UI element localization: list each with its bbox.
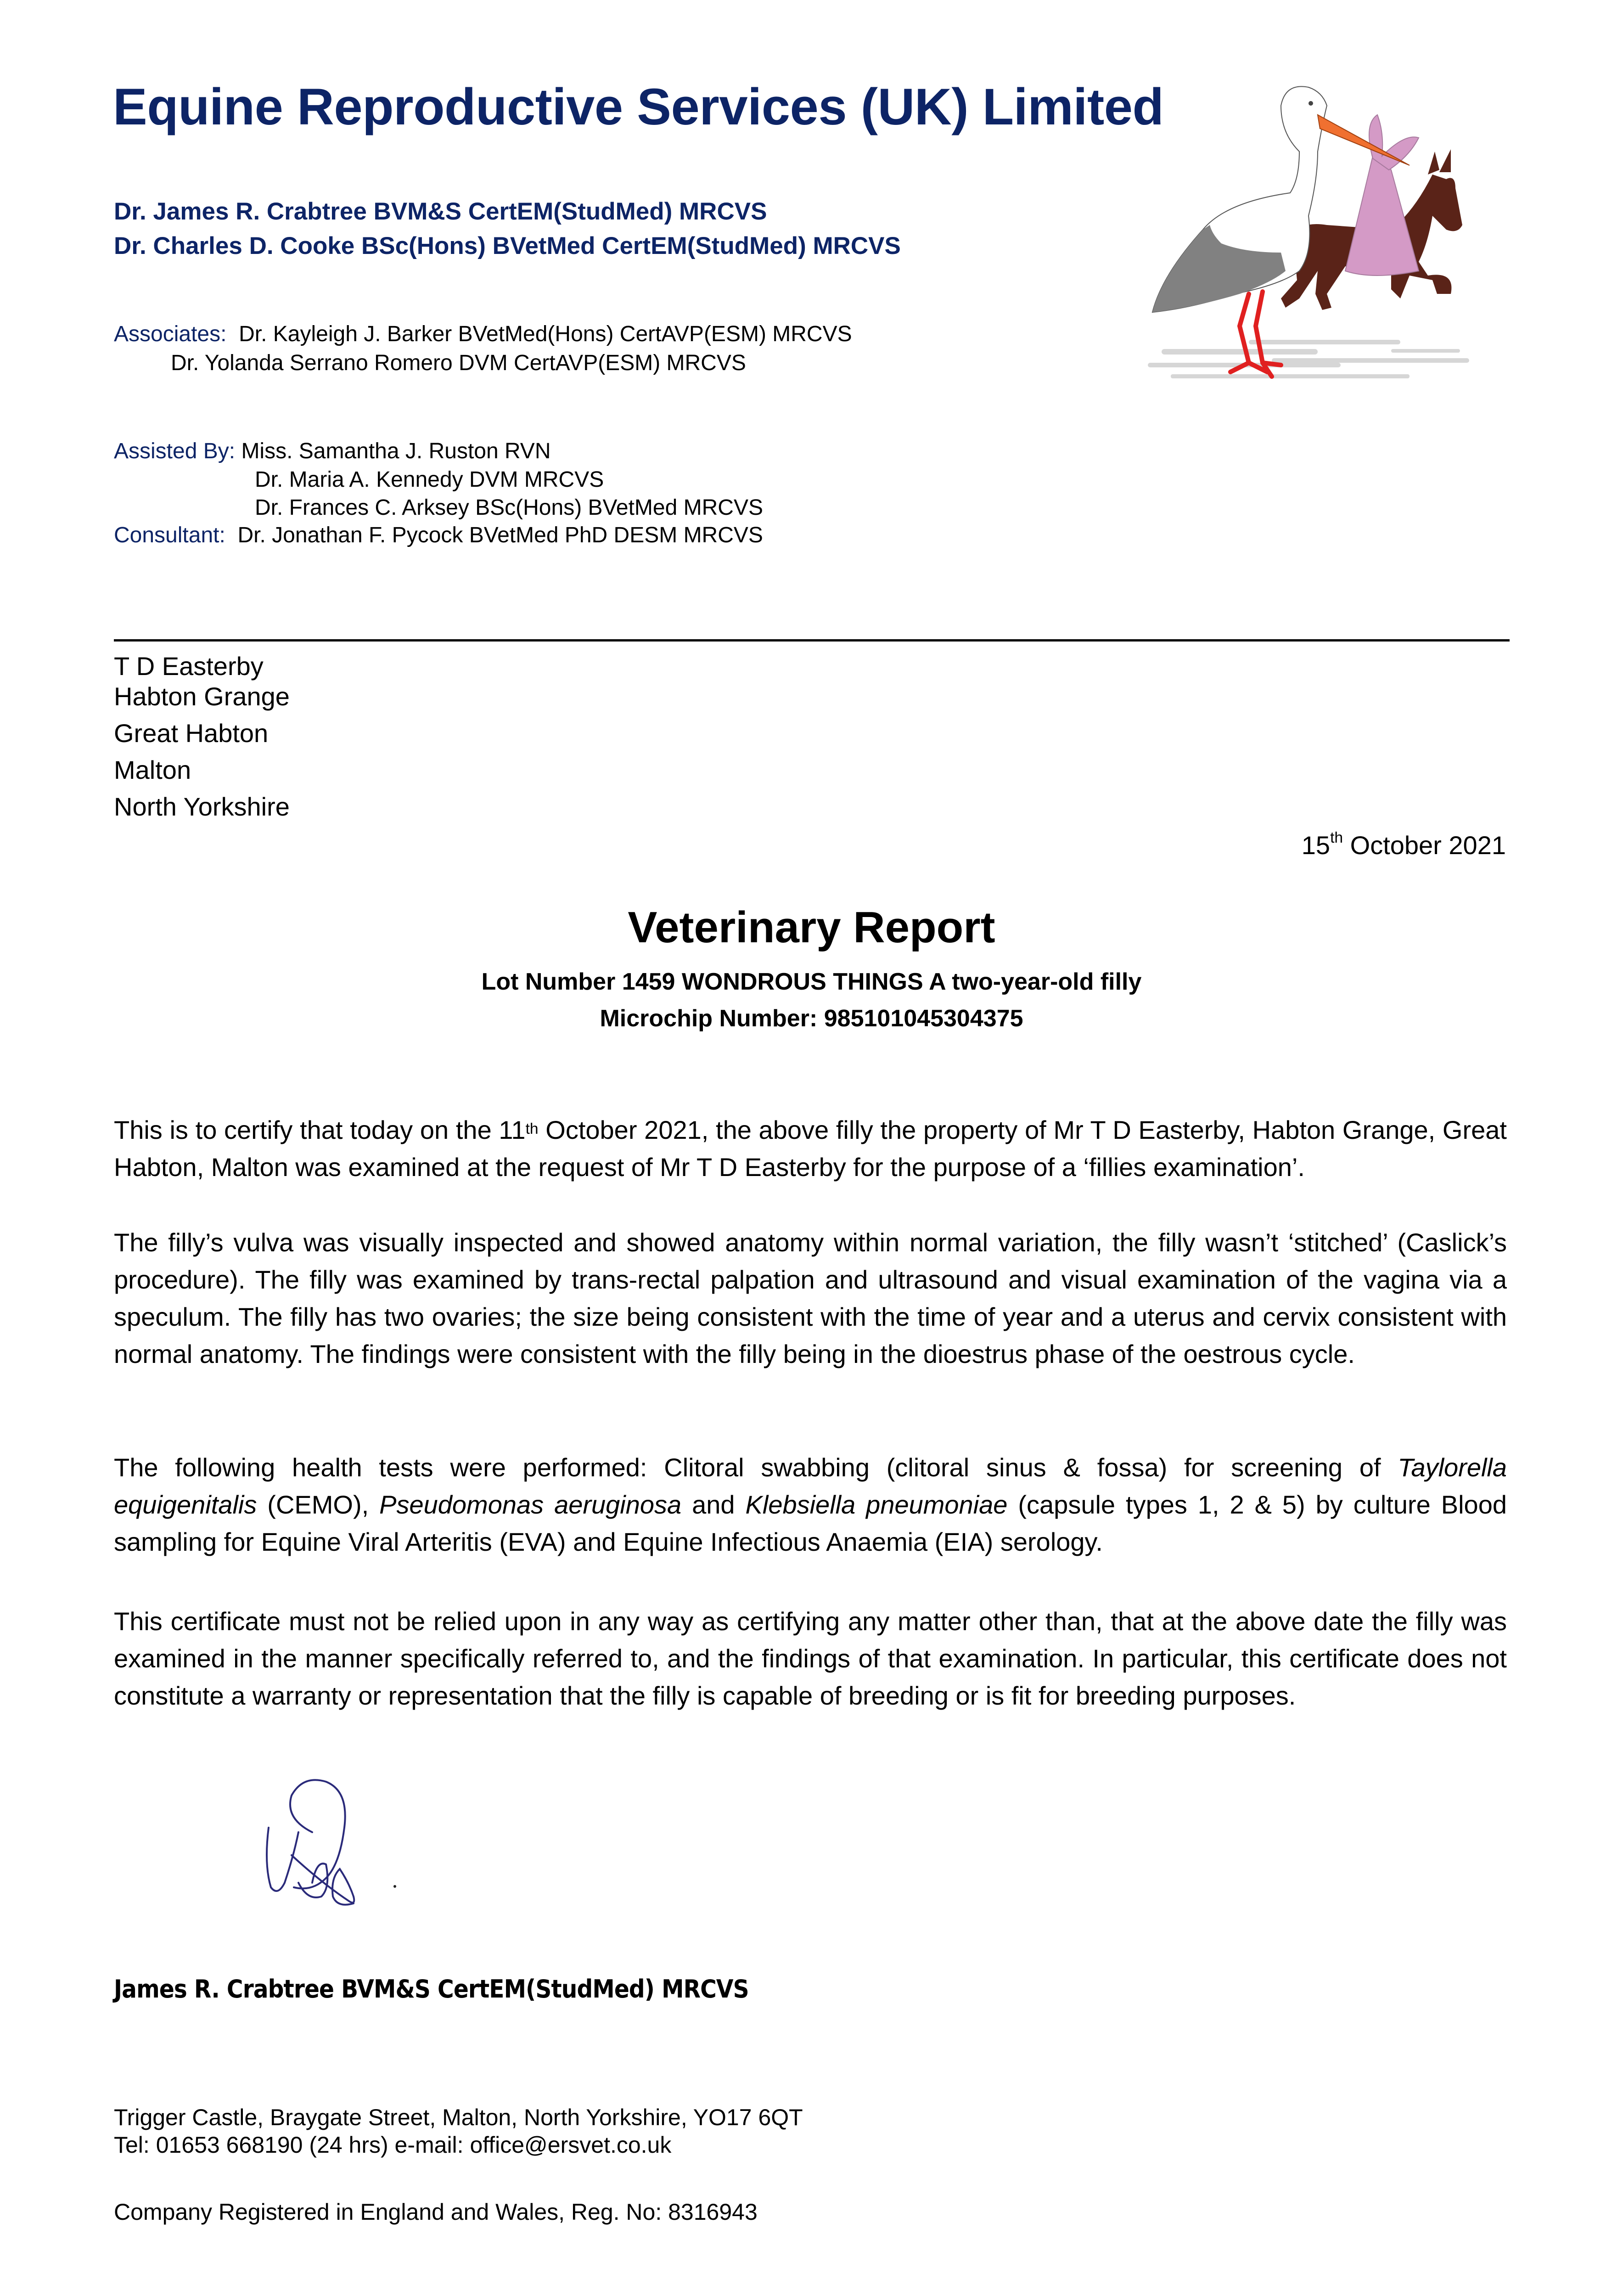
associate-1: Dr. Kayleigh J. Barker BVetMed(Hons) CertAVP(ESM) MRCVS	[239, 322, 852, 346]
header-divider	[114, 639, 1510, 642]
recipient-line-1: T D Easterby	[114, 652, 264, 681]
date-rest: October 2021	[1343, 831, 1506, 860]
assisted-row-1	[114, 439, 550, 464]
date-day: 15	[1301, 831, 1331, 860]
footer-registration: Company Registered in England and Wales, Reg. No: 8316943	[114, 2199, 758, 2225]
company-name: Equine Reproductive Services (UK) Limited	[113, 78, 1164, 135]
footer-contact: Tel: 01653 668190 (24 hrs) e-mail: office@ersvet.co.uk	[114, 2132, 672, 2158]
date-suffix: th	[1330, 829, 1343, 846]
paragraph-certification: This is to certify that today on the 11th October 2021, the above filly the property of Mr T D Easterby, Habton Grange, Great Habton, Malton was examined at the request of Mr T D Easterby for the purpose of a ‘fillies examination’.	[114, 1115, 1507, 1182]
partner-2: Dr. Charles D. Cooke BSc(Hons) BVetMed CertEM(StudMed) MRCVS	[114, 232, 901, 259]
stork-foal-logo-icon	[1134, 78, 1520, 390]
assistant-1: Miss. Samantha J. Ruston RVN	[241, 439, 551, 463]
microchip-line: Microchip Number: 985101045304375	[600, 1005, 1023, 1032]
associates-label: Associates:	[114, 322, 227, 346]
assistant-3: Dr. Frances C. Arksey BSc(Hons) BVetMed MRCVS	[255, 495, 763, 520]
recipient-line-2: Habton Grange	[114, 682, 290, 711]
assisted-by-label: Assisted By:	[114, 439, 236, 463]
assistant-2: Dr. Maria A. Kennedy DVM MRCVS	[255, 467, 604, 492]
partner-1: Dr. James R. Crabtree BVM&S CertEM(StudMed) MRCVS	[114, 198, 767, 225]
paragraph-disclaimer: This certificate must not be relied upon in any way as certifying any matter other than, that at the above date the filly was examined in the manner specifically referred to, and the findings of that examination. In particular, this certificate does not constitute a warranty or representation that the filly is capable of breeding or is fit for breeding purposes.	[114, 1607, 1507, 1710]
report-title: Veterinary Report	[628, 903, 995, 952]
recipient-line-4: Malton	[114, 755, 191, 784]
associates-row-1	[114, 321, 852, 347]
lot-line: Lot Number 1459 WONDROUS THINGS A two-year-old filly	[481, 968, 1142, 995]
associate-2: Dr. Yolanda Serrano Romero DVM CertAVP(ESM) MRCVS	[171, 351, 746, 375]
recipient-line-3: Great Habton	[114, 719, 269, 748]
consultant-label: Consultant:	[114, 523, 225, 547]
recipient-line-5: North Yorkshire	[114, 792, 290, 821]
handwritten-signature-icon	[257, 1773, 450, 1919]
footer-address: Trigger Castle, Braygate Street, Malton, North Yorkshire, YO17 6QT	[114, 2105, 803, 2130]
paragraph-examination: The filly’s vulva was visually inspected and showed anatomy within normal variation, the filly wasn’t ‘stitched’ (Caslick’s procedure). The filly was examined by trans-rectal palpation and ultrasound and visual examination of the vagina via a speculum. The filly has two ovaries; the size being consistent with the time of year and a uterus and cervix consistent with normal anatomy. The findings were consistent with the filly being in the dioestrus phase of the oestrous cycle.	[114, 1228, 1507, 1368]
consultant-name: Dr. Jonathan F. Pycock BVetMed PhD DESM MRCVS	[237, 523, 763, 547]
signer-name: James R. Crabtree BVM&S CertEM(StudMed) MRCVS	[114, 1975, 749, 2003]
paragraph-health-tests: The following health tests were performed: Clitoral swabbing (clitoral sinus & fossa) for screening of Taylorella equigenitalis (CEMO), Pseudomonas aeruginosa and Klebsiella pneumoniae (capsule types 1, 2 & 5) by culture Blood sampling for Equine Viral Arteritis (EVA) and Equine Infectious Anaemia (EIA) serology.	[114, 1453, 1507, 1556]
consultant-row	[114, 523, 763, 548]
letter-date	[1302, 830, 1506, 860]
